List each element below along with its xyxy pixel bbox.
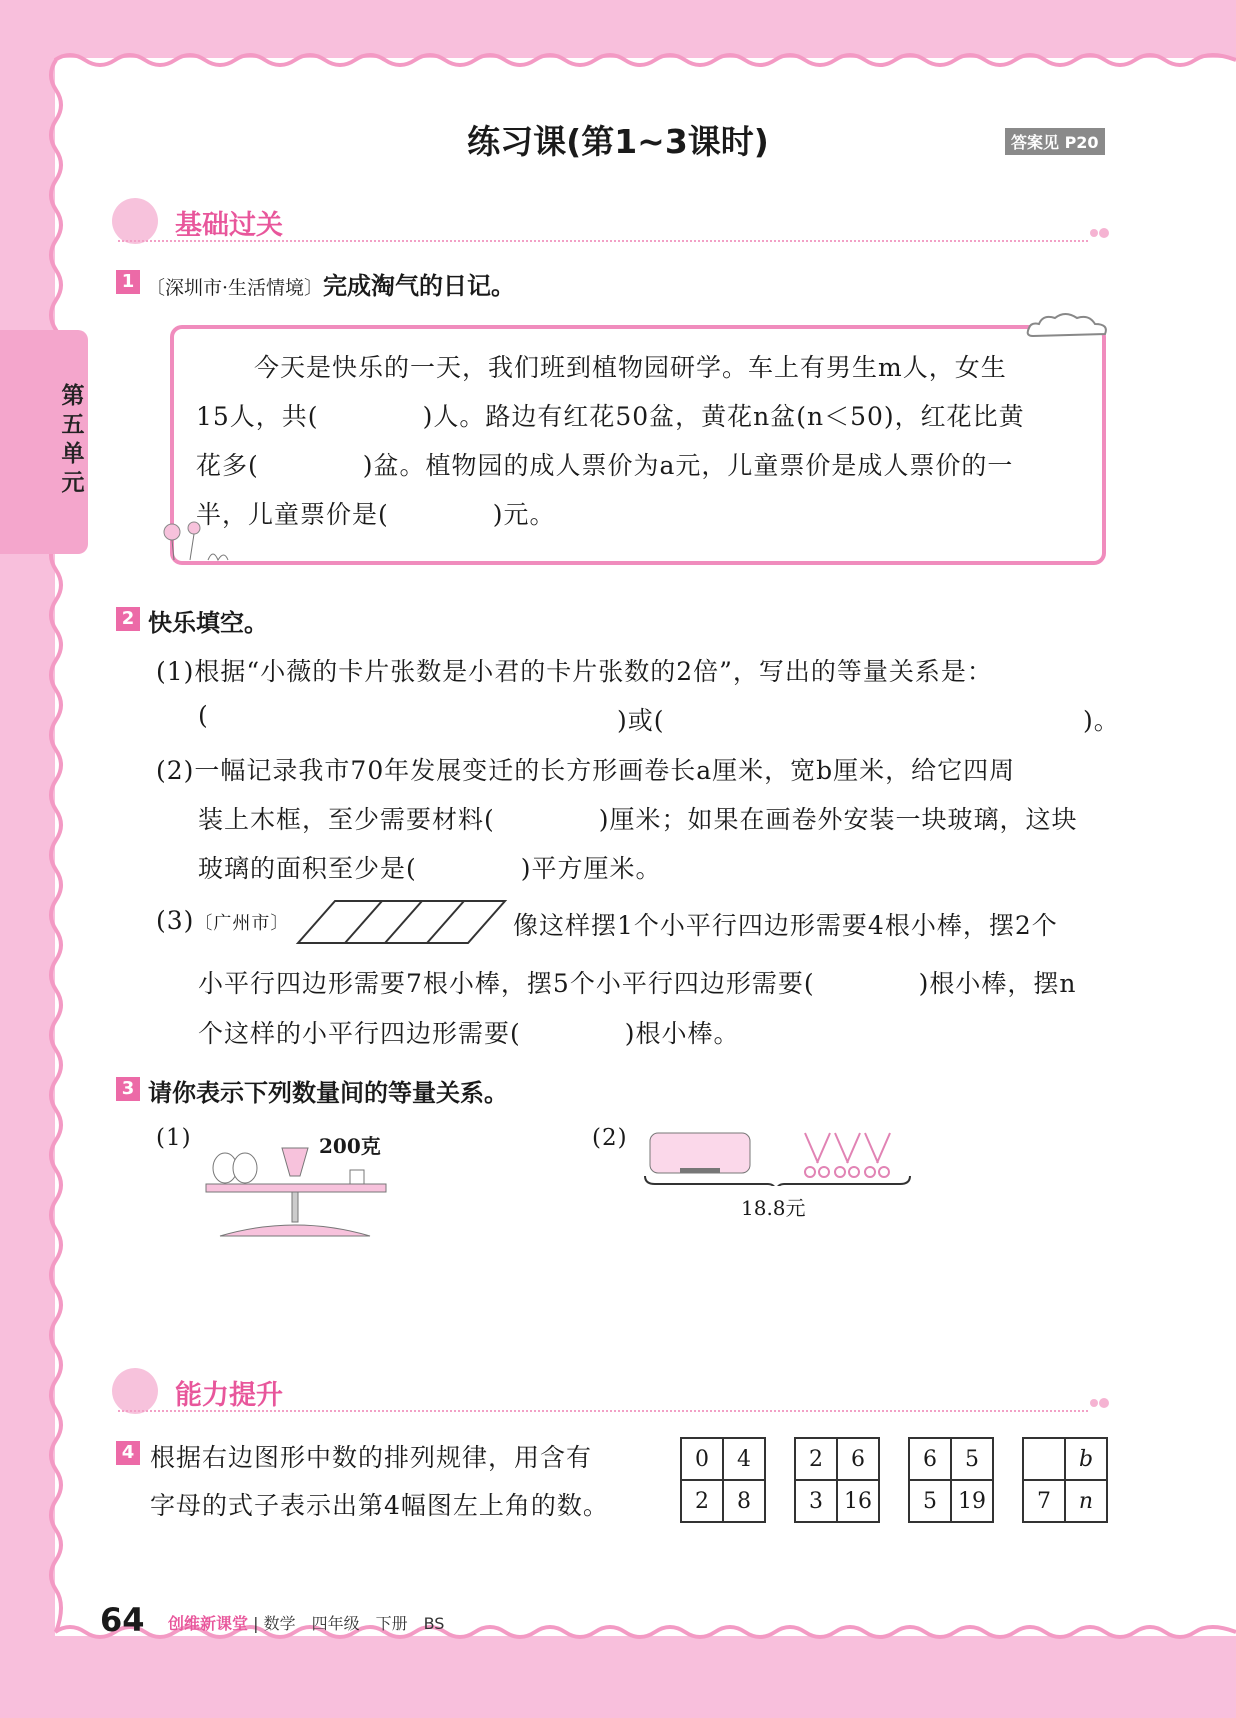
question-2-number: 2 [116, 607, 140, 631]
q3-price-label: 18.8元 [741, 1196, 806, 1220]
q2-part2-line2: 装上木框，至少需要材料( )厘米；如果在画卷外安装一块玻璃，这块 [198, 805, 1078, 834]
diary-line: 半，儿童票价是( )元。 [196, 500, 556, 529]
unit-side-tab-label: 第五单元 [61, 383, 85, 496]
question-4-line2: 字母的式子表示出第4幅图左上角的数。 [150, 1491, 609, 1520]
q2-part3-prefix [156, 906, 289, 935]
pencil-case-and-scissors-icon [640, 1128, 915, 1186]
grid-cell: 7 [1023, 1480, 1065, 1522]
mascot-icon [112, 198, 158, 244]
question-1-prompt [146, 266, 515, 301]
number-grid-1 [680, 1437, 766, 1523]
q2-part1-close: )。 [1083, 706, 1120, 735]
page-number: 64 [100, 1601, 145, 1639]
grid-cell [1023, 1438, 1065, 1480]
grid-cell: 19 [951, 1480, 993, 1522]
parallelograms-figure [295, 898, 510, 946]
question-3-number: 3 [116, 1077, 140, 1101]
grid-cell: n [1065, 1480, 1107, 1522]
diary-text [196, 343, 1086, 539]
question-1-number: 1 [116, 270, 140, 294]
question-3-text: 请你表示下列数量间的等量关系。 [148, 1079, 508, 1107]
q2-part3-tag: 〔广州市〕 [194, 913, 290, 934]
grid-cell: 2 [681, 1480, 723, 1522]
grid-cell: 8 [723, 1480, 765, 1522]
decorative-dots-icon [1090, 227, 1112, 239]
grid-cell: b [1065, 1438, 1107, 1480]
q2-part3-line2: 小平行四边形需要7根小棒，摆5个小平行四边形需要( )根小棒，摆n [198, 969, 1077, 998]
footer-brand: 创维新课堂 [168, 1614, 249, 1633]
q2-part2-line1: (2)一幅记录我市70年发展变迁的长方形画卷长a厘米，宽b厘米，给它四周 [156, 756, 1016, 785]
answer-reference-badge: 答案见 P20 [1005, 128, 1105, 155]
decorative-dots-icon [1090, 1397, 1112, 1409]
q2-part3-line3: 个这样的小平行四边形需要( )根小棒。 [198, 1019, 740, 1048]
footer-info: 创维新课堂 | 数学 四年级 下册 BS [168, 1614, 445, 1633]
q3-part2-label: (2) [592, 1125, 628, 1151]
cloud-icon [1025, 312, 1111, 342]
number-grid-3 [908, 1437, 994, 1523]
footer-details: 数学 四年级 下册 BS [263, 1614, 445, 1633]
diary-line: 花多( )盆。植物园的成人票价为a元，儿童票价是成人票价的一 [196, 451, 1014, 480]
question-1-text: 完成淘气的日记。 [323, 272, 516, 300]
question-1-tag: 〔深圳市·生活情境〕 [146, 277, 324, 299]
q2-part1-line1: (1)根据“小薇的卡片张数是小君的卡片张数的2倍”，写出的等量关系是： [156, 657, 993, 686]
grid-cell: 3 [795, 1480, 837, 1522]
grid-cell: 6 [909, 1438, 951, 1480]
question-4-line1: 根据右边图形中数的排列规律，用含有 [150, 1443, 593, 1472]
section-divider [118, 240, 1088, 242]
question-2-text: 快乐填空。 [148, 609, 268, 637]
grid-cell: 0 [681, 1438, 723, 1480]
grid-cell: 5 [951, 1438, 993, 1480]
diary-line: 今天是快乐的一天，我们班到植物园研学。车上有男生m人，女生 [254, 353, 1007, 382]
q3-weight-label: 200克 [319, 1134, 381, 1158]
q2-part3-line1: 像这样摆1个小平行四边形需要4根小棒，摆2个 [513, 911, 1058, 940]
balance-scale-icon [200, 1140, 390, 1248]
q2-part3-number: (3) [156, 906, 195, 935]
q2-part2-line3: 玻璃的面积至少是( )平方厘米。 [198, 854, 662, 883]
grid-cell: 16 [837, 1480, 879, 1522]
page-title: 练习课(第1~3课时) [467, 122, 769, 161]
grid-cell: 5 [909, 1480, 951, 1522]
diary-line: 15人，共( )人。路边有红花50盆，黄花n盆(n＜50)，红花比黄 [196, 402, 1025, 431]
mascot-icon [112, 1368, 158, 1414]
grid-cell: 4 [723, 1438, 765, 1480]
grid-cell: 2 [795, 1438, 837, 1480]
q2-part1-open: ( [198, 701, 209, 730]
q2-part1-mid: )或( [617, 706, 665, 735]
question-4-number: 4 [116, 1441, 140, 1465]
q3-part1-label: (1) [156, 1125, 192, 1151]
number-grid-2 [794, 1437, 880, 1523]
section-divider [118, 1410, 1088, 1412]
section-basic-title: 基础过关 [175, 210, 283, 241]
section-advanced-title: 能力提升 [175, 1380, 283, 1411]
number-grid-4 [1022, 1437, 1108, 1523]
grid-cell: 6 [837, 1438, 879, 1480]
